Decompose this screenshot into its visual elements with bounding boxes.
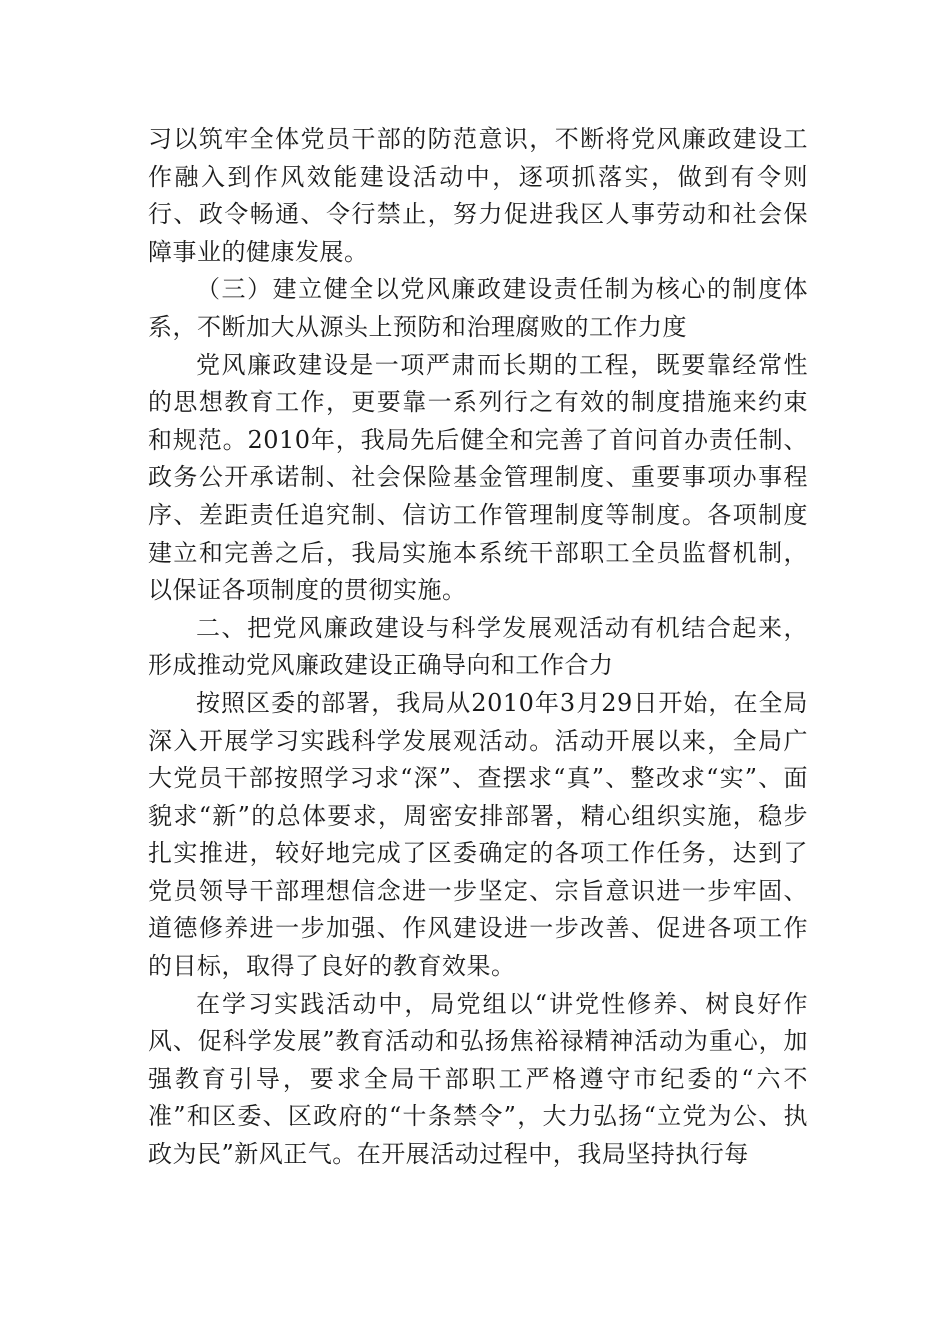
paragraph-continuation: 习以筑牢全体党员干部的防范意识，不断将党风廉政建设工作融入到作风效能建设活动中，逐项抓落实，做到有令则行、政令畅通、令行禁止，努力促进我区人事劳动和社会保障事业的健康发展。 [148, 125, 808, 266]
paragraph-practice-activities: 在学习实践活动中，局党组以“讲党性修养、树良好作风、促科学发展”教育活动和弘扬焦裕禄精神活动为重心，加强教育引导，要求全局干部职工严格遵守市纪委的“六不准”和区委、区政府的“十条禁令”，大力弘扬“立党为公、执政为民”新风正气。在开展活动过程中，我局坚持执行每 [148, 989, 808, 1169]
document-body [148, 121, 808, 1174]
section-heading-two: 二、把党风廉政建设与科学发展观活动有机结合起来，形成推动党风廉政建设正确导向和工作合力 [148, 613, 808, 680]
paragraph-system-building: 党风廉政建设是一项严肃而长期的工程，既要靠经常性的思想教育工作，更要靠一系列行之有效的制度措施来约束和规范。2010年，我局先后健全和完善了首问首办责任制、政务公开承诺制、社会保险基金管理制度、重要事项办事程序、差距责任追究制、信访工作管理制度等制度。各项制度建立和完善之后，我局实施本系统干部职工全员监督机制，以保证各项制度的贯彻实施。 [148, 350, 808, 605]
paragraph-scientific-development: 按照区委的部署，我局从2010年3月29日开始，在全局深入开展学习实践科学发展观活动。活动开展以来，全局广大党员干部按照学习求“深”、查摆求“真”、整改求“实”、面貌求“新”的总体要求，周密安排部署，精心组织实施，稳步扎实推进，较好地完成了区委确定的各项工作任务，达到了党员领导干部理想信念进一步坚定、宗旨意识进一步牢固、道德修养进一步加强、作风建设进一步改善、促进各项工作的目标，取得了良好的教育效果。 [148, 688, 808, 981]
section-heading-three: （三）建立健全以党风廉政建设责任制为核心的制度体系，不断加大从源头上预防和治理腐败的工作力度 [148, 275, 808, 341]
